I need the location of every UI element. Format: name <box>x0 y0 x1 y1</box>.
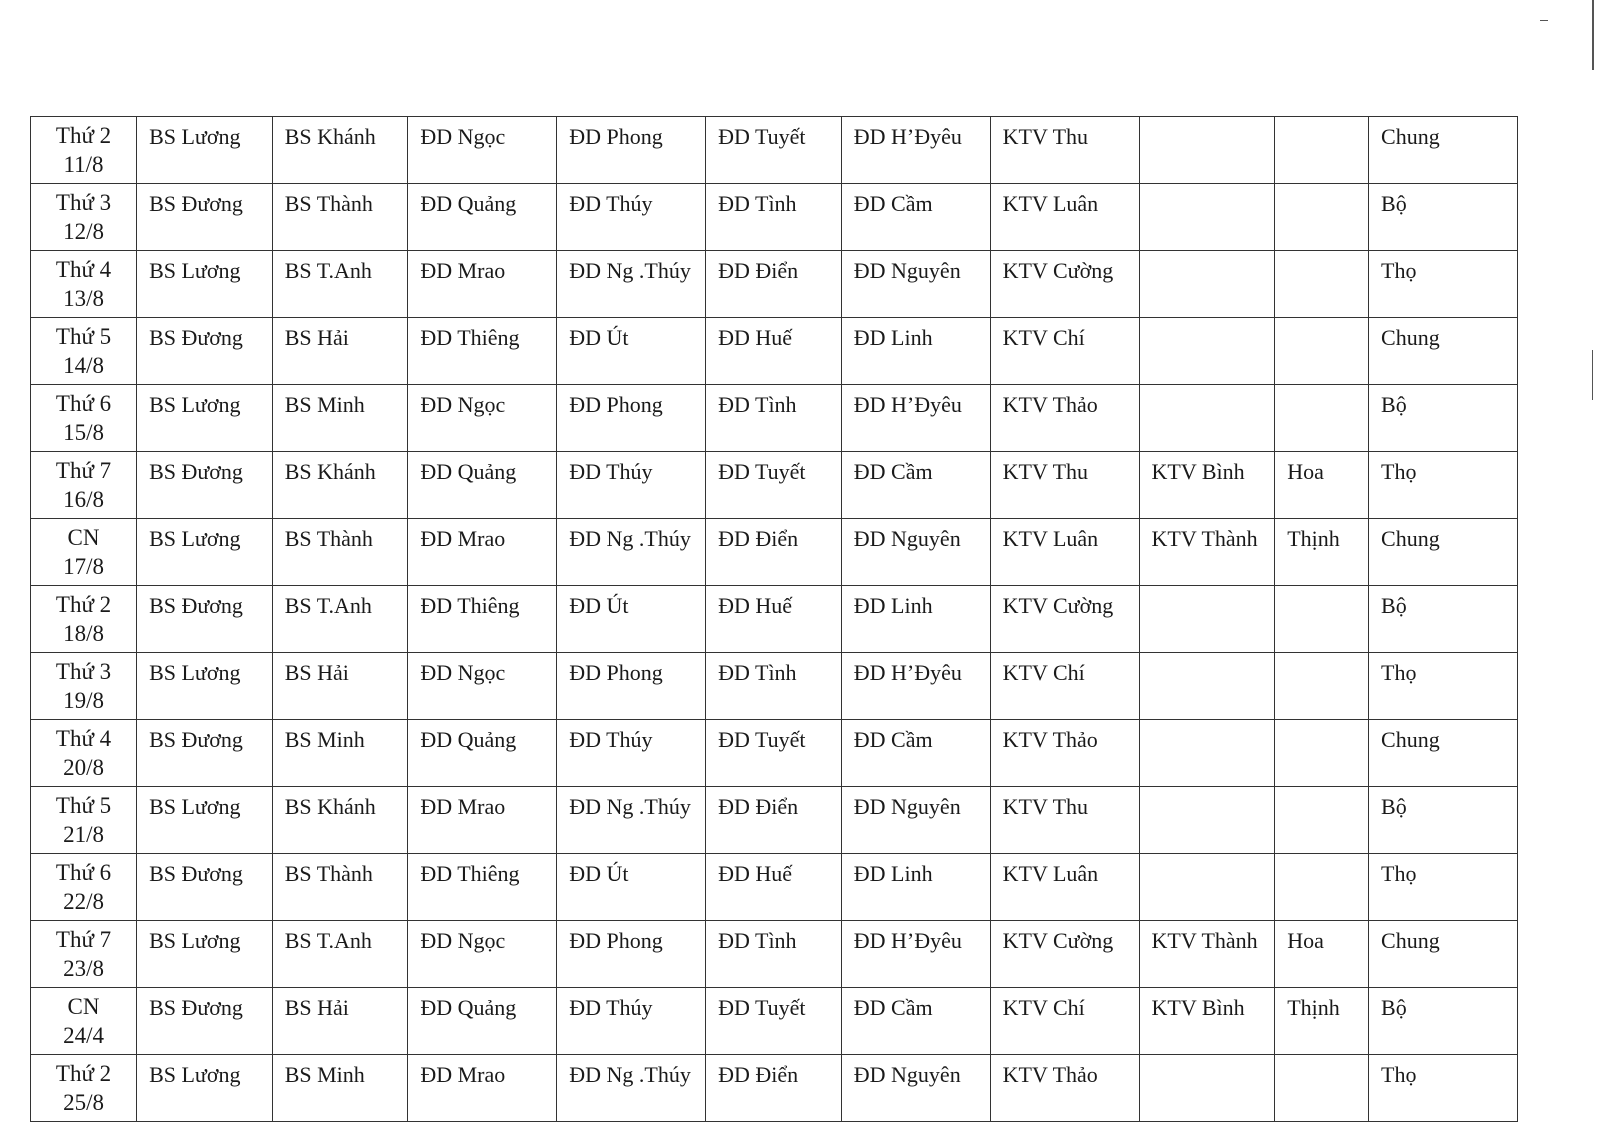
nurse-2-cell: ĐD Phong <box>557 653 706 720</box>
table-row <box>31 184 1518 251</box>
duty-roster-table <box>30 116 1518 1122</box>
nurse-4-cell: ĐD Linh <box>841 586 990 653</box>
date-label: 22/8 <box>63 889 104 914</box>
weekday-label: CN <box>67 994 100 1019</box>
weekday-label: Thứ 2 <box>55 592 112 617</box>
nurse-3-cell: ĐD Tuyết <box>706 720 842 787</box>
nurse-1-cell: ĐD Quảng <box>408 452 557 519</box>
technician-2-cell <box>1139 787 1275 854</box>
nurse-3-cell: ĐD Huế <box>706 318 842 385</box>
technician-2-cell <box>1139 854 1275 921</box>
doctor-1-cell: BS Lương <box>137 385 273 452</box>
technician-2-cell <box>1139 117 1275 184</box>
date-label: 11/8 <box>63 152 104 177</box>
doctor-1-cell: BS Lương <box>137 653 273 720</box>
weekday-label: Thứ 5 <box>55 793 112 818</box>
nurse-4-cell: ĐD H’Đyêu <box>841 921 990 988</box>
doctor-1-cell: BS Lương <box>137 1055 273 1122</box>
technician-1-cell: KTV Thảo <box>990 1055 1139 1122</box>
weekday-label: Thứ 6 <box>55 860 112 885</box>
technician-1-cell: KTV Cường <box>990 921 1139 988</box>
table-row <box>31 921 1518 988</box>
nurse-1-cell: ĐD Thiêng <box>408 318 557 385</box>
day-cell <box>31 184 137 251</box>
date-label: 16/8 <box>63 487 104 512</box>
date-label: 24/4 <box>63 1023 104 1048</box>
doctor-2-cell: BS Hải <box>272 653 408 720</box>
doctor-2-cell: BS T.Anh <box>272 921 408 988</box>
doctor-2-cell: BS Thành <box>272 854 408 921</box>
nurse-4-cell: ĐD Nguyên <box>841 251 990 318</box>
doctor-2-cell: BS Khánh <box>272 117 408 184</box>
nurse-2-cell: ĐD Thúy <box>557 988 706 1055</box>
nurse-4-cell: ĐD Linh <box>841 318 990 385</box>
scan-edge-line <box>1592 350 1593 400</box>
nurse-1-cell: ĐD Quảng <box>408 988 557 1055</box>
date-label: 15/8 <box>63 420 104 445</box>
table-row <box>31 720 1518 787</box>
technician-1-cell: KTV Thu <box>990 787 1139 854</box>
doctor-1-cell: BS Đương <box>137 720 273 787</box>
doctor-2-cell: BS Hải <box>272 318 408 385</box>
nurse-3-cell: ĐD Tình <box>706 921 842 988</box>
technician-1-cell: KTV Luân <box>990 519 1139 586</box>
doctor-2-cell: BS Minh <box>272 385 408 452</box>
table-row <box>31 586 1518 653</box>
weekday-label: Thứ 5 <box>55 324 112 349</box>
date-label: 21/8 <box>63 822 104 847</box>
weekday-label: Thứ 7 <box>55 927 112 952</box>
technician-2-cell <box>1139 251 1275 318</box>
nurse-2-cell: ĐD Ng .Thúy <box>557 519 706 586</box>
date-label: 18/8 <box>63 621 104 646</box>
weekday-label: Thứ 7 <box>55 458 112 483</box>
last-column-cell: Thọ <box>1369 854 1518 921</box>
technician-2-cell <box>1139 586 1275 653</box>
weekday-label: CN <box>67 525 100 550</box>
weekday-label: Thứ 3 <box>55 659 112 684</box>
extra-staff-cell <box>1275 787 1369 854</box>
date-label: 17/8 <box>63 554 104 579</box>
date-label: 23/8 <box>63 956 104 981</box>
last-column-cell: Bộ <box>1369 586 1518 653</box>
nurse-2-cell: ĐD Ng .Thúy <box>557 787 706 854</box>
weekday-label: Thứ 6 <box>55 391 112 416</box>
last-column-cell: Chung <box>1369 318 1518 385</box>
extra-staff-cell <box>1275 117 1369 184</box>
nurse-4-cell: ĐD Cầm <box>841 452 990 519</box>
table-row <box>31 653 1518 720</box>
nurse-4-cell: ĐD H’Đyêu <box>841 117 990 184</box>
nurse-2-cell: ĐD Phong <box>557 385 706 452</box>
extra-staff-cell <box>1275 318 1369 385</box>
nurse-3-cell: ĐD Huế <box>706 854 842 921</box>
doctor-1-cell: BS Đương <box>137 318 273 385</box>
day-cell <box>31 318 137 385</box>
technician-1-cell: KTV Chí <box>990 653 1139 720</box>
doctor-2-cell: BS Minh <box>272 720 408 787</box>
day-cell <box>31 1055 137 1122</box>
weekday-label: Thứ 2 <box>55 123 112 148</box>
nurse-3-cell: ĐD Điển <box>706 1055 842 1122</box>
weekday-label: Thứ 2 <box>55 1061 112 1086</box>
nurse-4-cell: ĐD Cầm <box>841 720 990 787</box>
nurse-2-cell: ĐD Phong <box>557 921 706 988</box>
extra-staff-cell: Hoa <box>1275 921 1369 988</box>
nurse-3-cell: ĐD Tình <box>706 385 842 452</box>
day-cell <box>31 519 137 586</box>
doctor-1-cell: BS Đương <box>137 854 273 921</box>
extra-staff-cell <box>1275 854 1369 921</box>
table-row <box>31 251 1518 318</box>
last-column-cell: Chung <box>1369 117 1518 184</box>
doctor-2-cell: BS T.Anh <box>272 586 408 653</box>
nurse-2-cell: ĐD Ng .Thúy <box>557 251 706 318</box>
nurse-1-cell: ĐD Ngọc <box>408 653 557 720</box>
extra-staff-cell <box>1275 1055 1369 1122</box>
day-cell <box>31 117 137 184</box>
technician-1-cell: KTV Thảo <box>990 720 1139 787</box>
extra-staff-cell <box>1275 251 1369 318</box>
nurse-1-cell: ĐD Mrao <box>408 251 557 318</box>
extra-staff-cell <box>1275 720 1369 787</box>
weekday-label: Thứ 4 <box>55 257 112 282</box>
technician-1-cell: KTV Luân <box>990 854 1139 921</box>
doctor-1-cell: BS Đương <box>137 184 273 251</box>
table-row <box>31 988 1518 1055</box>
doctor-1-cell: BS Đương <box>137 452 273 519</box>
nurse-1-cell: ĐD Thiêng <box>408 586 557 653</box>
nurse-3-cell: ĐD Điển <box>706 787 842 854</box>
table-row <box>31 787 1518 854</box>
nurse-4-cell: ĐD Linh <box>841 854 990 921</box>
last-column-cell: Chung <box>1369 921 1518 988</box>
day-cell <box>31 988 137 1055</box>
table-row <box>31 117 1518 184</box>
technician-2-cell <box>1139 653 1275 720</box>
nurse-4-cell: ĐD Cầm <box>841 184 990 251</box>
nurse-1-cell: ĐD Mrao <box>408 787 557 854</box>
nurse-4-cell: ĐD Nguyên <box>841 1055 990 1122</box>
technician-1-cell: KTV Chí <box>990 318 1139 385</box>
nurse-1-cell: ĐD Quảng <box>408 720 557 787</box>
table-row <box>31 519 1518 586</box>
table-row <box>31 452 1518 519</box>
weekday-label: Thứ 4 <box>55 726 112 751</box>
doctor-2-cell: BS Hải <box>272 988 408 1055</box>
doctor-2-cell: BS Thành <box>272 519 408 586</box>
table-row <box>31 318 1518 385</box>
day-cell <box>31 452 137 519</box>
doctor-1-cell: BS Đương <box>137 988 273 1055</box>
nurse-1-cell: ĐD Thiêng <box>408 854 557 921</box>
nurse-3-cell: ĐD Điển <box>706 251 842 318</box>
last-column-cell: Bộ <box>1369 988 1518 1055</box>
extra-staff-cell <box>1275 385 1369 452</box>
last-column-cell: Chung <box>1369 519 1518 586</box>
technician-2-cell: KTV Thành <box>1139 519 1275 586</box>
last-column-cell: Bộ <box>1369 184 1518 251</box>
nurse-2-cell: ĐD Ng .Thúy <box>557 1055 706 1122</box>
day-cell <box>31 854 137 921</box>
nurse-1-cell: ĐD Ngọc <box>408 921 557 988</box>
date-label: 19/8 <box>63 688 104 713</box>
technician-1-cell: KTV Luân <box>990 184 1139 251</box>
technician-1-cell: KTV Cường <box>990 586 1139 653</box>
nurse-3-cell: ĐD Tình <box>706 184 842 251</box>
day-cell <box>31 720 137 787</box>
scan-edge-line <box>1540 20 1548 21</box>
nurse-4-cell: ĐD Cầm <box>841 988 990 1055</box>
technician-1-cell: KTV Thu <box>990 452 1139 519</box>
extra-staff-cell <box>1275 184 1369 251</box>
last-column-cell: Thọ <box>1369 653 1518 720</box>
nurse-1-cell: ĐD Mrao <box>408 519 557 586</box>
nurse-2-cell: ĐD Út <box>557 318 706 385</box>
nurse-2-cell: ĐD Thúy <box>557 184 706 251</box>
date-label: 20/8 <box>63 755 104 780</box>
doctor-2-cell: BS T.Anh <box>272 251 408 318</box>
doctor-2-cell: BS Thành <box>272 184 408 251</box>
nurse-4-cell: ĐD H’Đyêu <box>841 385 990 452</box>
doctor-1-cell: BS Đương <box>137 586 273 653</box>
technician-2-cell: KTV Thành <box>1139 921 1275 988</box>
extra-staff-cell <box>1275 586 1369 653</box>
nurse-2-cell: ĐD Thúy <box>557 720 706 787</box>
technician-2-cell <box>1139 318 1275 385</box>
extra-staff-cell: Thịnh <box>1275 988 1369 1055</box>
technician-2-cell <box>1139 385 1275 452</box>
table-row <box>31 1055 1518 1122</box>
last-column-cell: Thọ <box>1369 1055 1518 1122</box>
nurse-3-cell: ĐD Huế <box>706 586 842 653</box>
doctor-1-cell: BS Lương <box>137 117 273 184</box>
nurse-1-cell: ĐD Ngọc <box>408 117 557 184</box>
nurse-4-cell: ĐD Nguyên <box>841 519 990 586</box>
technician-2-cell: KTV Bình <box>1139 988 1275 1055</box>
nurse-1-cell: ĐD Ngọc <box>408 385 557 452</box>
technician-2-cell <box>1139 184 1275 251</box>
doctor-2-cell: BS Khánh <box>272 452 408 519</box>
doctor-1-cell: BS Lương <box>137 519 273 586</box>
nurse-2-cell: ĐD Thúy <box>557 452 706 519</box>
nurse-3-cell: ĐD Tuyết <box>706 988 842 1055</box>
date-label: 14/8 <box>63 353 104 378</box>
day-cell <box>31 653 137 720</box>
day-cell <box>31 586 137 653</box>
roster-body <box>31 117 1518 1122</box>
scan-edge-line <box>1592 0 1594 70</box>
nurse-1-cell: ĐD Quảng <box>408 184 557 251</box>
technician-2-cell <box>1139 720 1275 787</box>
nurse-2-cell: ĐD Út <box>557 586 706 653</box>
date-label: 25/8 <box>63 1090 104 1115</box>
technician-1-cell: KTV Cường <box>990 251 1139 318</box>
technician-1-cell: KTV Thu <box>990 117 1139 184</box>
last-column-cell: Thọ <box>1369 452 1518 519</box>
last-column-cell: Bộ <box>1369 385 1518 452</box>
nurse-4-cell: ĐD H’Đyêu <box>841 653 990 720</box>
last-column-cell: Thọ <box>1369 251 1518 318</box>
nurse-1-cell: ĐD Mrao <box>408 1055 557 1122</box>
nurse-4-cell: ĐD Nguyên <box>841 787 990 854</box>
date-label: 13/8 <box>63 286 104 311</box>
day-cell <box>31 787 137 854</box>
day-cell <box>31 251 137 318</box>
nurse-3-cell: ĐD Tình <box>706 653 842 720</box>
nurse-3-cell: ĐD Điển <box>706 519 842 586</box>
extra-staff-cell: Thịnh <box>1275 519 1369 586</box>
last-column-cell: Chung <box>1369 720 1518 787</box>
extra-staff-cell <box>1275 653 1369 720</box>
nurse-2-cell: ĐD Phong <box>557 117 706 184</box>
technician-1-cell: KTV Thảo <box>990 385 1139 452</box>
doctor-1-cell: BS Lương <box>137 787 273 854</box>
technician-2-cell <box>1139 1055 1275 1122</box>
extra-staff-cell: Hoa <box>1275 452 1369 519</box>
date-label: 12/8 <box>63 219 104 244</box>
weekday-label: Thứ 3 <box>55 190 112 215</box>
doctor-2-cell: BS Khánh <box>272 787 408 854</box>
table-row <box>31 385 1518 452</box>
day-cell <box>31 921 137 988</box>
table-row <box>31 854 1518 921</box>
doctor-1-cell: BS Lương <box>137 251 273 318</box>
technician-1-cell: KTV Chí <box>990 988 1139 1055</box>
doctor-2-cell: BS Minh <box>272 1055 408 1122</box>
nurse-3-cell: ĐD Tuyết <box>706 452 842 519</box>
day-cell <box>31 385 137 452</box>
doctor-1-cell: BS Lương <box>137 921 273 988</box>
nurse-3-cell: ĐD Tuyết <box>706 117 842 184</box>
technician-2-cell: KTV Bình <box>1139 452 1275 519</box>
nurse-2-cell: ĐD Út <box>557 854 706 921</box>
last-column-cell: Bộ <box>1369 787 1518 854</box>
